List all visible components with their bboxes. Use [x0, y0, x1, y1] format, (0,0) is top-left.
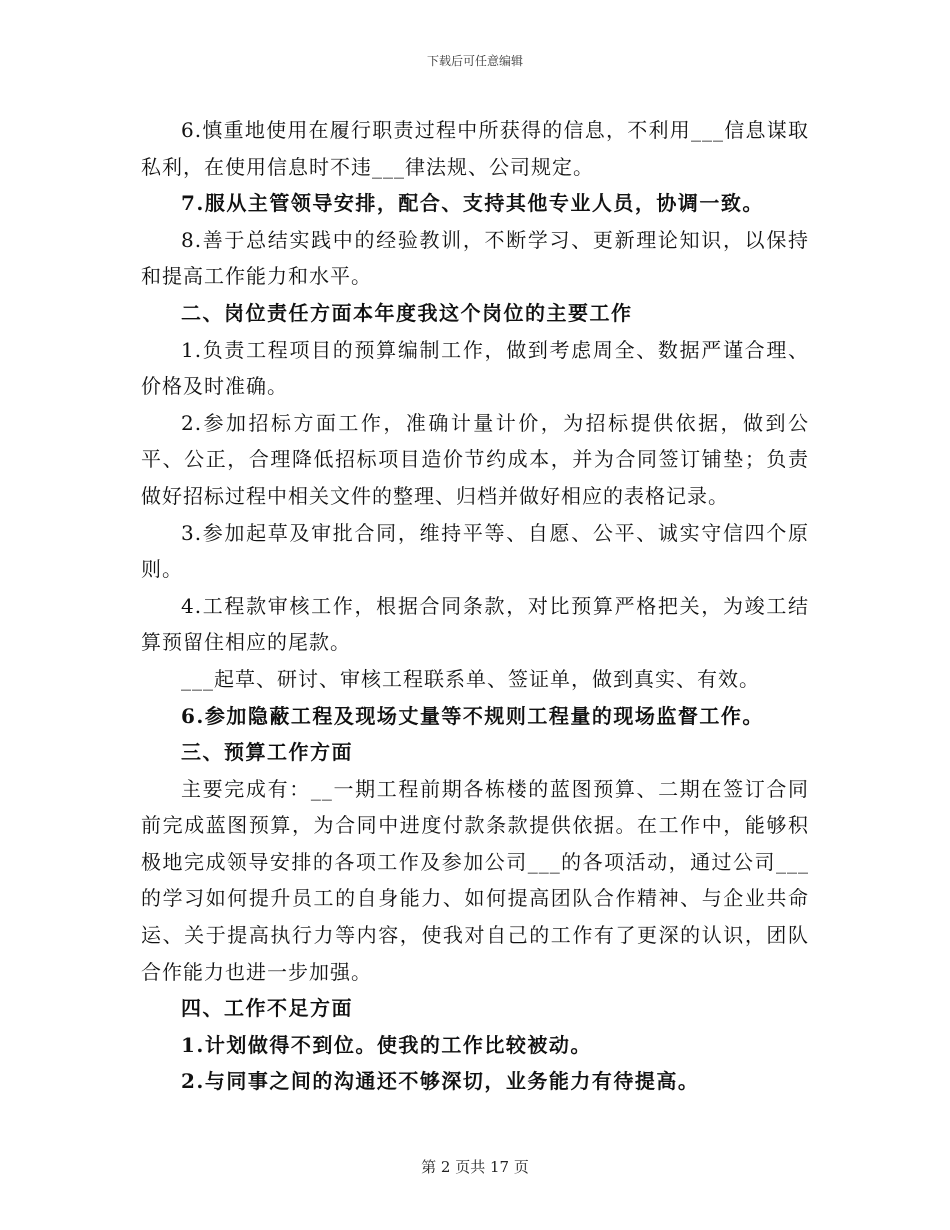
section-heading-3: 三、预算工作方面: [181, 740, 353, 765]
paragraph-budget-work: 主要完成有：__一期工程前期各栋楼的蓝图预算、二期在签订合同前完成蓝图预算，为合同中进度付款条款提供依据。在工作中，能够积极地完成领导安排的各项工作及参加公司___的各项活动，通过公司___的学习如何提升员工的自身能力、如何提高团队合作精神、与企业共命运、关于提高执行力等内容，使我对自己的工作有了更深的认识，团队合作能力也进一步加强。: [141, 776, 809, 984]
page-footer: 第 2 页共 17 页: [421, 1158, 529, 1176]
paragraph-shortcoming-1: 1.计划做得不到位。使我的工作比较被动。: [181, 1032, 592, 1057]
paragraph-duty-2: 2.参加招标方面工作，准确计量计价，为招标提供依据，做到公平、公正，合理降低招标项目造价节约成本，并为合同签订铺垫；负责做好招标过程中相关文件的整理、归档并做好相应的表格记录。: [141, 410, 809, 508]
document-body: [141, 112, 809, 1100]
paragraph-duty-6: 6.参加隐蔽工程及现场丈量等不规则工程量的现场监督工作。: [181, 703, 764, 728]
section-heading-2: 二、岗位责任方面本年度我这个岗位的主要工作: [181, 300, 633, 325]
page-header: 下载后可任意编辑: [426, 54, 523, 68]
section-heading-4: 四、工作不足方面: [181, 996, 353, 1021]
paragraph-shortcoming-2: 2.与同事之间的沟通还不够深切，业务能力有待提高。: [181, 1069, 700, 1094]
paragraph-item-6: 6.慎重地使用在履行职责过程中所获得的信息，不利用___信息谋取私利，在使用信息时不违___律法规、公司规定。: [141, 118, 809, 179]
paragraph-item-7: 7.服从主管领导安排，配合、支持其他专业人员，协调一致。: [181, 191, 764, 216]
paragraph-duty-1: 1.负责工程项目的预算编制工作，做到考虑周全、数据严谨合理、价格及时准确。: [141, 337, 809, 399]
paragraph-duty-5: ___起草、研讨、审核工程联系单、签证单，做到真实、有效。: [181, 666, 760, 691]
paragraph-duty-4: 4.工程款审核工作，根据合同条款，对比预算严格把关，为竣工结算预留住相应的尾款。: [141, 593, 809, 655]
paragraph-item-8: 8.善于总结实践中的经验教训，不断学习、更新理论知识，以保持和提高工作能力和水平。: [141, 227, 809, 289]
paragraph-duty-3: 3.参加起草及审批合同，维持平等、自愿、公平、诚实守信四个原则。: [141, 520, 809, 582]
